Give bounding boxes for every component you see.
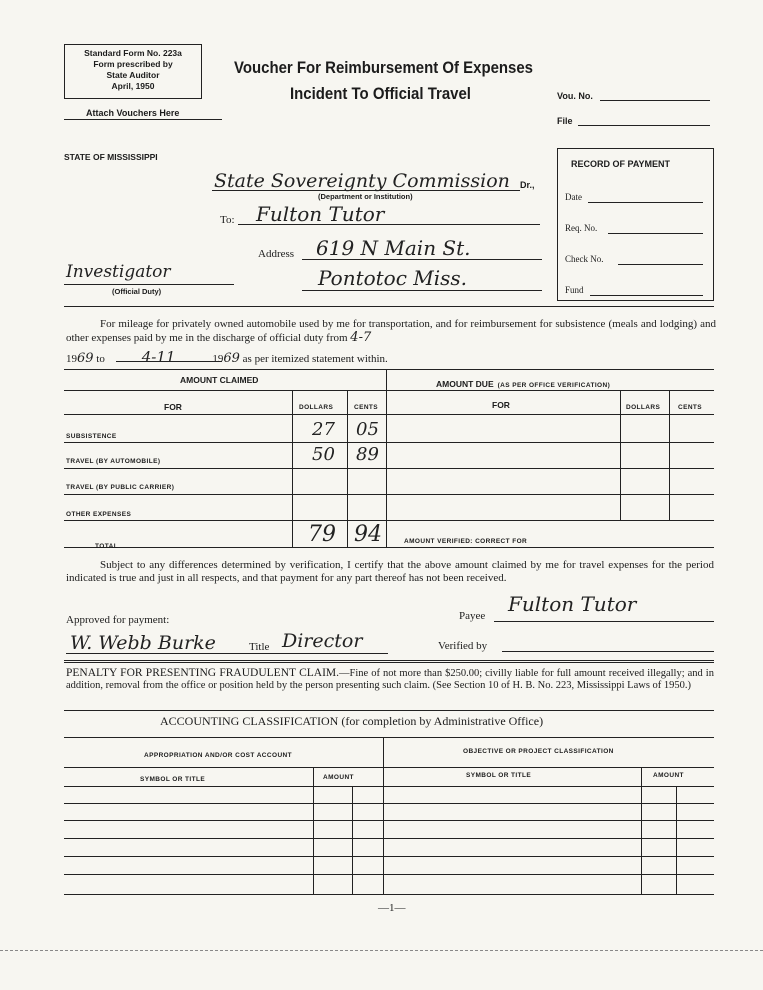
accounting-title: ACCOUNTING CLASSIFICATION (for completion by Administrative Office): [160, 714, 544, 728]
amount-due-header: [436, 374, 610, 392]
record-req-label: Req. No.: [565, 223, 598, 233]
to-word: to: [96, 353, 105, 365]
department-caption: (Department or Institution): [318, 192, 413, 201]
row-other-label: OTHER EXPENSES: [66, 511, 132, 518]
to-date-value: 4-11: [141, 348, 176, 366]
due-cents-col: CENTS: [678, 404, 703, 411]
file-label: File: [557, 116, 573, 126]
due-for-col: FOR: [492, 400, 510, 410]
official-duty-caption: (Official Duty): [112, 287, 162, 296]
payee-label: Payee: [459, 610, 486, 622]
address-line2-value: Pontotoc Miss.: [318, 266, 468, 290]
claimed-cents-col: CENTS: [354, 404, 379, 411]
claimed-dollars-col: DOLLARS: [299, 404, 334, 411]
to-label: To:: [220, 214, 235, 226]
address-label: Address: [258, 248, 295, 260]
intro-text: For mileage for privately owned automobile used by me for transportation, and for reimbursement for subsistence (meals and lodging) and other expenses paid by me in the discharge of official duty from: [66, 318, 716, 344]
year1-value: 69: [77, 351, 94, 366]
form-title-line2: Incident To Official Travel: [290, 84, 471, 103]
state-label: STATE OF MISSISSIPPI: [64, 152, 158, 162]
approver-signature: W. Webb Burke: [70, 632, 216, 654]
penalty-paragraph: [66, 667, 714, 692]
form-number: Standard Form No. 223a: [84, 48, 182, 58]
intro-dates-line: [66, 348, 388, 366]
from-date-value: 4-7: [350, 330, 372, 345]
form-title-line1: Voucher For Reimbursement Of Expenses: [234, 58, 534, 77]
row-total-cents: 94: [354, 522, 382, 547]
left-symbol-col: SYMBOL OR TITLE: [140, 776, 206, 783]
amount-verified-label: AMOUNT VERIFIED: CORRECT FOR: [404, 538, 528, 545]
record-of-payment-title: RECORD OF PAYMENT: [571, 159, 671, 169]
form-prescribed: Form prescribed by: [93, 59, 173, 69]
record-fund-label: Fund: [565, 285, 584, 295]
due-dollars-col: DOLLARS: [626, 404, 661, 411]
row-travel-auto-cents: 89: [356, 444, 379, 465]
objective-header: OBJECTIVE OR PROJECT CLASSIFICATION: [463, 748, 614, 755]
dr-label: Dr.,: [520, 180, 535, 190]
department-value: State Sovereignty Commission: [214, 170, 510, 192]
certification-text: Subject to any differences determined by verification, I certify that the above amount claimed by me for travel expenses for the period indicated is true and just in all respects, and that payment for any part thereof has not been received.: [66, 559, 714, 584]
form-number-box: [64, 44, 202, 99]
penalty-text: —Fine of not more than $250.00; civilly liable for full amount received illegally; and in addition, removal from the office or position held by the person presenting such claim. (See Section 10 of H. B. No. 223, Mississippi Laws of 1950.): [66, 668, 714, 691]
row-total-label: TOTAL: [95, 543, 119, 550]
year2-value: 69: [223, 351, 240, 366]
right-amount-col: AMOUNT: [653, 772, 684, 779]
form-date: April, 1950: [111, 81, 155, 91]
amount-claimed-header: AMOUNT CLAIMED: [180, 375, 259, 385]
row-total-dollars: 79: [308, 522, 336, 547]
official-duty-value: Investigator: [66, 262, 171, 282]
payee-signature: Fulton Tutor: [508, 592, 637, 616]
penalty-heading: PENALTY FOR PRESENTING FRAUDULENT CLAIM.: [66, 667, 340, 679]
approver-title-label: Title: [249, 641, 270, 653]
year2-prefix: 19: [212, 353, 224, 365]
verified-by-label: Verified by: [438, 640, 488, 652]
year1-prefix: 19: [66, 353, 77, 365]
page-number: —1—: [378, 902, 406, 914]
left-amount-col: AMOUNT: [323, 774, 354, 781]
intro-paragraph: [66, 318, 716, 345]
amount-due-note: (AS PER OFFICE VERIFICATION): [497, 382, 611, 389]
row-travel-auto-label: TRAVEL (BY AUTOMOBILE): [66, 458, 161, 465]
row-subsistence-dollars: 27: [312, 419, 335, 440]
amount-due-title: AMOUNT DUE: [436, 379, 494, 389]
attach-vouchers-label: Attach Vouchers Here: [86, 108, 180, 118]
record-check-label: Check No.: [565, 254, 604, 264]
approver-title-value: Director: [282, 630, 363, 652]
right-symbol-col: SYMBOL OR TITLE: [466, 772, 532, 779]
row-travel-auto-dollars: 50: [312, 444, 335, 465]
row-travel-public-label: TRAVEL (BY PUBLIC CARRIER): [66, 484, 175, 491]
row-subsistence-label: SUBSISTENCE: [66, 433, 117, 440]
form-auditor: State Auditor: [106, 70, 160, 80]
row-subsistence-cents: 05: [356, 419, 379, 440]
voucher-number-label: Vou. No.: [557, 91, 593, 101]
payee-name-value: Fulton Tutor: [256, 202, 385, 226]
record-of-payment-box: [557, 148, 714, 301]
approved-for-payment-label: Approved for payment:: [66, 614, 170, 626]
appropriation-header: APPROPRIATION AND/OR COST ACCOUNT: [144, 752, 293, 759]
intro-tail: as per itemized statement within.: [242, 353, 388, 365]
record-date-label: Date: [565, 192, 582, 202]
address-line1-value: 619 N Main St.: [316, 236, 471, 260]
claimed-for-col: FOR: [164, 402, 182, 412]
